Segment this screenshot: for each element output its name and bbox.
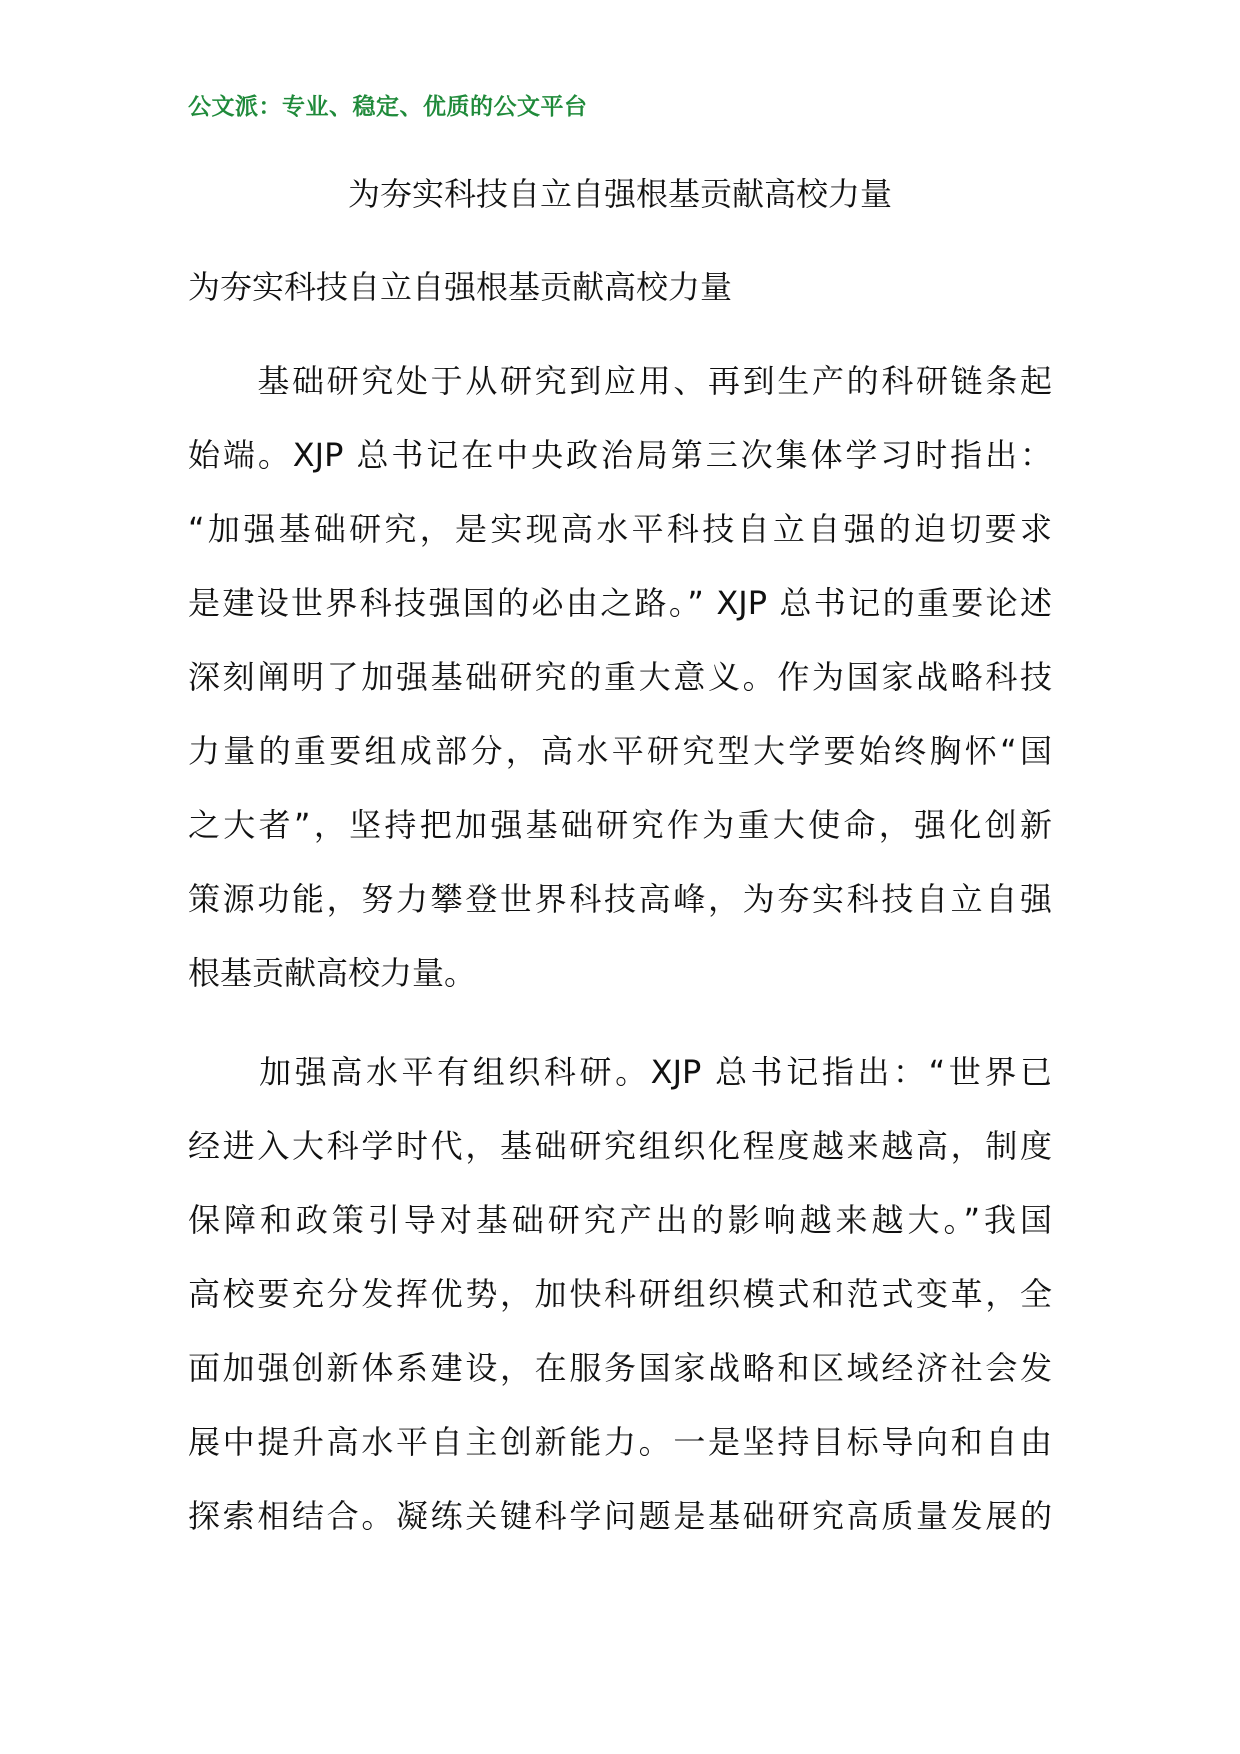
paragraph-line: 加强高水平有组织科研。XJP 总书记指出：“世界已 xyxy=(188,1053,1052,1091)
platform-header-note: 公文派：专业、稳定、优质的公文平台 xyxy=(188,93,588,120)
paragraph-line: 高校要充分发挥优势，加快科研组织模式和范式变革，全 xyxy=(188,1275,1052,1313)
paragraph-line: 始端。XJP 总书记在中央政治局第三次集体学习时指出： xyxy=(188,436,1052,474)
paragraph-line: “加强基础研究，是实现高水平科技自立自强的迫切要求 xyxy=(188,510,1052,548)
paragraph-line: 深刻阐明了加强基础研究的重大意义。作为国家战略科技 xyxy=(188,658,1052,696)
paragraph-line: 力量的重要组成部分，高水平研究型大学要始终胸怀“国 xyxy=(188,732,1052,770)
paragraph-2 xyxy=(188,1035,1052,1553)
paragraph-line: 基础研究处于从研究到应用、再到生产的科研链条起 xyxy=(188,362,1052,400)
paragraph-line: 保障和政策引导对基础研究产出的影响越来越大。”我国 xyxy=(188,1201,1052,1239)
document-title: 为夯实科技自立自强根基贡献高校力量 xyxy=(347,175,892,213)
paragraph-line: 是建设世界科技强国的必由之路。” XJP 总书记的重要论述 xyxy=(188,584,1052,622)
paragraph-line: 根基贡献高校力量。 xyxy=(188,954,477,992)
paragraph-line: 经进入大科学时代，基础研究组织化程度越来越高，制度 xyxy=(188,1127,1052,1165)
paragraph-line: 策源功能，努力攀登世界科技高峰，为夯实科技自立自强 xyxy=(188,880,1052,918)
paragraph-1 xyxy=(188,344,1052,1010)
paragraph-line: 面加强创新体系建设，在服务国家战略和区域经济社会发 xyxy=(188,1349,1052,1387)
paragraph-line: 展中提升高水平自主创新能力。一是坚持目标导向和自由 xyxy=(188,1423,1052,1461)
document-subtitle: 为夯实科技自立自强根基贡献高校力量 xyxy=(188,268,733,306)
paragraph-line: 探索相结合。凝练关键科学问题是基础研究高质量发展的 xyxy=(188,1497,1052,1535)
paragraph-line: 之大者”，坚持把加强基础研究作为重大使命，强化创新 xyxy=(188,806,1052,844)
